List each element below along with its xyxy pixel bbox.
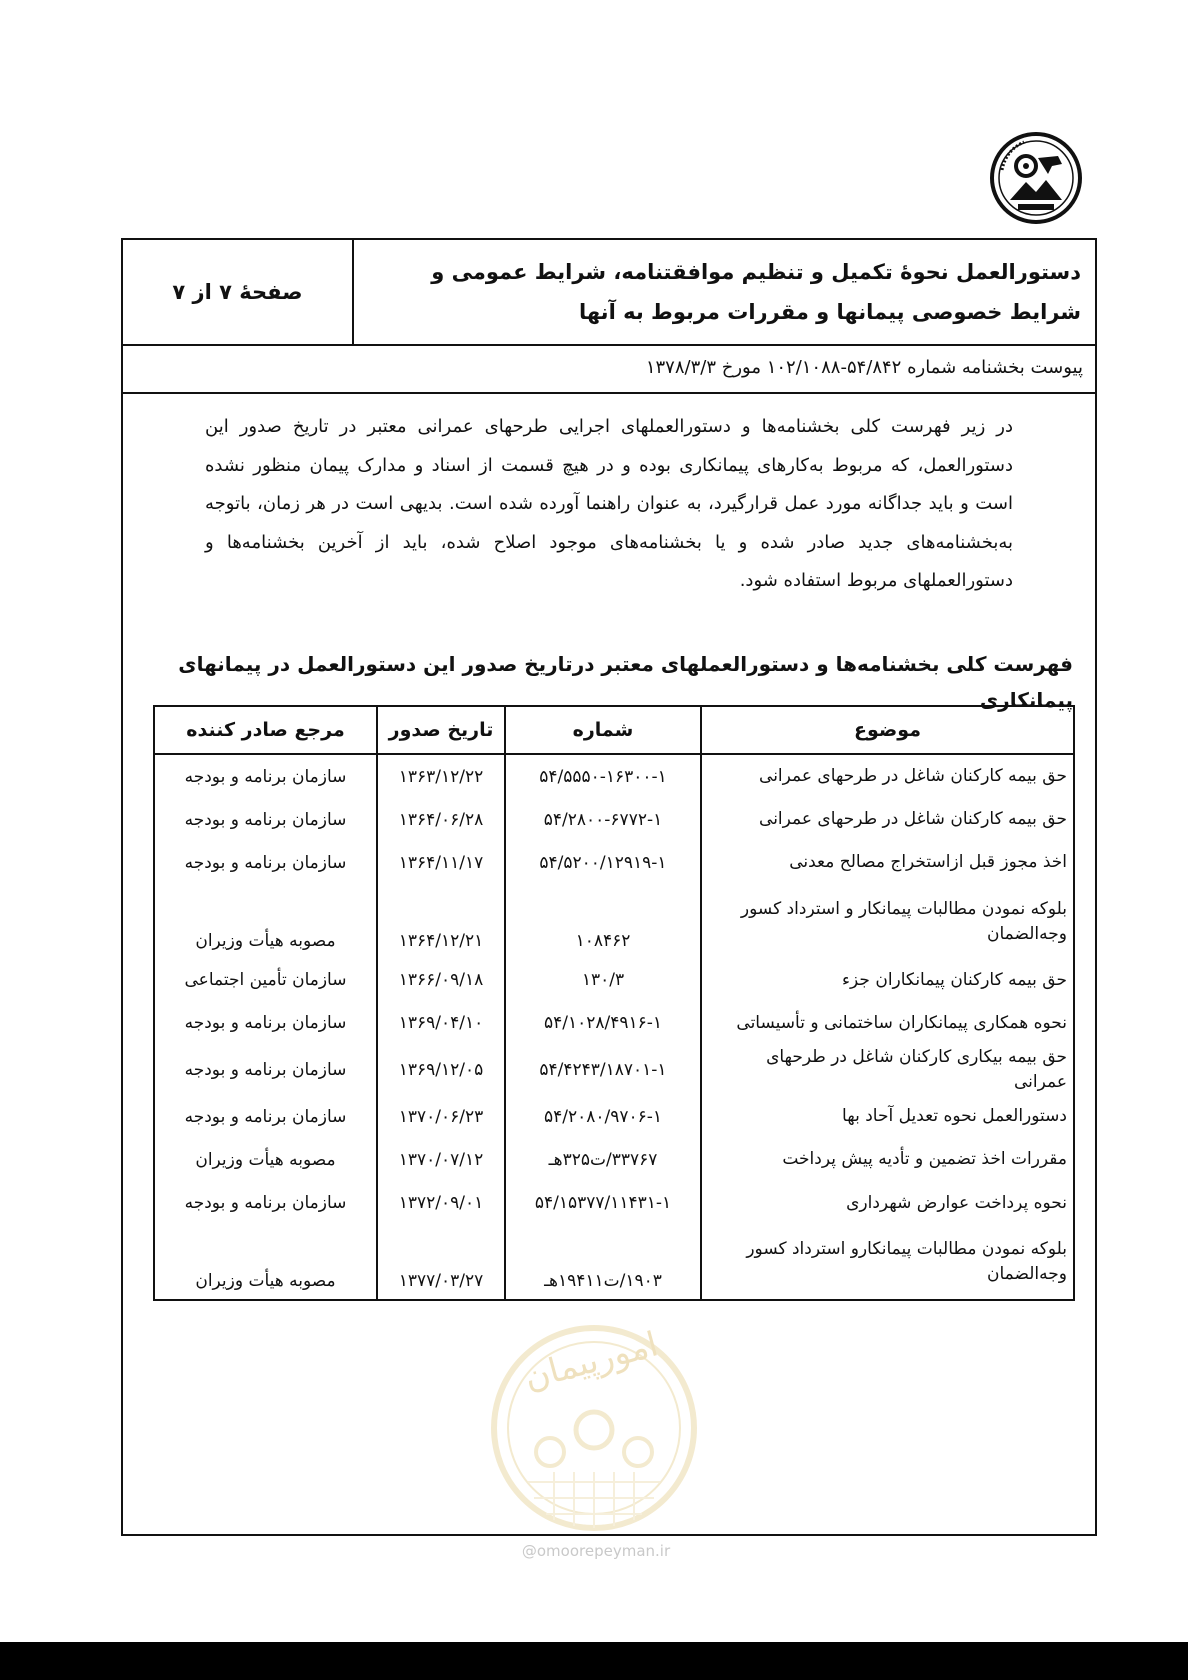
cell-issuer: سازمان برنامه و بودجه — [154, 754, 377, 798]
list-title: فهرست کلی بخشنامه‌ها و دستورالعملهای معتبر درتاریخ صدور این دستورالعمل در پیمانهای پیمانکاری — [178, 652, 1073, 712]
cell-issuer: مصوبه هیأت وزیران — [154, 884, 377, 958]
cell-date: ۱۳۶۹/۰۴/۱۰ — [377, 1002, 505, 1045]
cell-number: ۱۳۰/۳ — [505, 959, 701, 1002]
cell-issuer: سازمان برنامه و بودجه — [154, 841, 377, 884]
cell-subject: بلوکه نمودن مطالبات پیمانکارو استرداد کسور وجه‌الضمان — [701, 1225, 1074, 1300]
scan-bottom-edge — [0, 1642, 1188, 1680]
cell-number: ۵۴/۲۰۸۰/۹۷۰۶-۱ — [505, 1095, 701, 1138]
cell-date: ۱۳۶۴/۱۱/۱۷ — [377, 841, 505, 884]
cell-subject: حق بیمه بیکاری کارکنان شاغل در طرحهای عمرانی — [701, 1045, 1074, 1095]
cell-number: ۵۴/۱۵۳۷۷/۱۱۴۳۱-۱ — [505, 1182, 701, 1225]
column-header-number: شماره — [505, 706, 701, 754]
organization-logo-icon — [988, 130, 1084, 226]
watermark-logo-icon — [488, 1312, 700, 1544]
cell-date: ۱۳۷۲/۰۹/۰۱ — [377, 1182, 505, 1225]
table-row — [154, 884, 1074, 958]
table-row — [154, 798, 1074, 841]
column-header-issuer: مرجع صادر کننده — [154, 706, 377, 754]
cell-number: ۵۴/۵۵۵۰-۱۶۳۰۰-۱ — [505, 754, 701, 798]
column-header-date: تاریخ صدور — [377, 706, 505, 754]
table-row — [154, 959, 1074, 1002]
cell-issuer: سازمان برنامه و بودجه — [154, 1045, 377, 1095]
header-row — [123, 240, 1095, 346]
cell-number: ۵۴/۵۲۰۰/۱۲۹۱۹-۱ — [505, 841, 701, 884]
cell-number: ۱۹۰۳/ت۱۹۴۱۱هـ — [505, 1225, 701, 1300]
table-row — [154, 1182, 1074, 1225]
cell-number: ۵۴/۴۲۴۳/۱۸۷۰۱-۱ — [505, 1045, 701, 1095]
table-row — [154, 841, 1074, 884]
cell-issuer: سازمان برنامه و بودجه — [154, 1182, 377, 1225]
circular-reference: پیوست بخشنامه شماره ۵۴/۸۴۲-۱۰۲/۱۰۸۸ مورخ ۱۳۷۸/۳/۳ — [123, 344, 1095, 394]
cell-subject: مقررات اخذ تضمین و تأدیه پیش پرداخت — [701, 1138, 1074, 1181]
cell-date: ۱۳۷۰/۰۷/۱۲ — [377, 1138, 505, 1181]
table-row — [154, 1095, 1074, 1138]
table-row — [154, 1045, 1074, 1095]
cell-subject: حق بیمه کارکنان شاغل در طرحهای عمرانی — [701, 798, 1074, 841]
cell-subject: حق بیمه کارکنان شاغل در طرحهای عمرانی — [701, 754, 1074, 798]
cell-issuer: سازمان برنامه و بودجه — [154, 798, 377, 841]
cell-number: ۵۴/۱۰۲۸/۴۹۱۶-۱ — [505, 1002, 701, 1045]
cell-date: ۱۳۶۶/۰۹/۱۸ — [377, 959, 505, 1002]
cell-issuer: سازمان برنامه و بودجه — [154, 1095, 377, 1138]
cell-date: ۱۳۶۴/۰۶/۲۸ — [377, 798, 505, 841]
table-row — [154, 754, 1074, 798]
intro-paragraph: در زیر فهرست کلی بخشنامه‌ها و دستورالعملهای اجرایی طرحهای عمرانی معتبر در تاریخ صدور این دستورالعمل، که مربوط به‌کارهای پیمانکاری بوده و در هیچ قسمت از اسناد و مدارک پیمان منظور نشده است و باید جداگانه مورد عمل قرارگیرد، به عنوان راهنما آورده شده است. بدیهی است در هر زمان، باتوجه به‌بخشنامه‌های جدید صادر شده و یا بخشنامه‌های موجود اصلاح شده، باید از آخرین بخشنامه‌ها و دستورالعملهای مربوط استفاده شود. — [205, 416, 1013, 591]
cell-date: ۱۳۷۷/۰۳/۲۷ — [377, 1225, 505, 1300]
document-title: دستورالعمل نحوهٔ تکمیل و تنظیم موافقتنامه، شرایط عمومی و شرایط خصوصی پیمانها و مقررات مربوط به آنها — [352, 240, 1095, 344]
cell-issuer: مصوبه هیأت وزیران — [154, 1225, 377, 1300]
cell-issuer: سازمان برنامه و بودجه — [154, 1002, 377, 1045]
cell-subject: بلوکه نمودن مطالبات پیمانکار و استرداد کسور وجه‌الضمان — [701, 884, 1074, 958]
cell-issuer: سازمان تأمین اجتماعی — [154, 959, 377, 1002]
page-number: صفحهٔ ۷ از ۷ — [172, 280, 303, 304]
table-row — [154, 1225, 1074, 1300]
cell-date: ۱۳۷۰/۰۶/۲۳ — [377, 1095, 505, 1138]
circulars-table — [153, 705, 1075, 1301]
column-header-subject: موضوع — [701, 706, 1074, 754]
cell-date: ۱۳۶۹/۱۲/۰۵ — [377, 1045, 505, 1095]
cell-number: ۵۴/۲۸۰۰-۶۷۷۲-۱ — [505, 798, 701, 841]
table-row — [154, 1002, 1074, 1045]
cell-subject: دستورالعمل نحوه تعدیل آحاد بها — [701, 1095, 1074, 1138]
cell-issuer: مصوبه هیأت وزیران — [154, 1138, 377, 1181]
cell-subject: نحوه پرداخت عوارض شهرداری — [701, 1182, 1074, 1225]
cell-subject: نحوه همکاری پیمانکاران ساختمانی و تأسیساتی — [701, 1002, 1074, 1045]
watermark-url: @omoorepeyman.ir — [521, 1542, 671, 1560]
cell-subject: حق بیمه کارکنان پیمانکاران جزء — [701, 959, 1074, 1002]
cell-number: ۱۰۸۴۶۲ — [505, 884, 701, 958]
cell-number: ۳۳۷۶۷/ت۳۲۵هـ — [505, 1138, 701, 1181]
table-row — [154, 1138, 1074, 1181]
table-header-row — [154, 706, 1074, 754]
cell-subject: اخذ مجوز قبل ازاستخراج مصالح معدنی — [701, 841, 1074, 884]
watermark-text: امورپیمان — [520, 1324, 663, 1399]
cell-date: ۱۳۶۴/۱۲/۲۱ — [377, 884, 505, 958]
cell-date: ۱۳۶۳/۱۲/۲۲ — [377, 754, 505, 798]
